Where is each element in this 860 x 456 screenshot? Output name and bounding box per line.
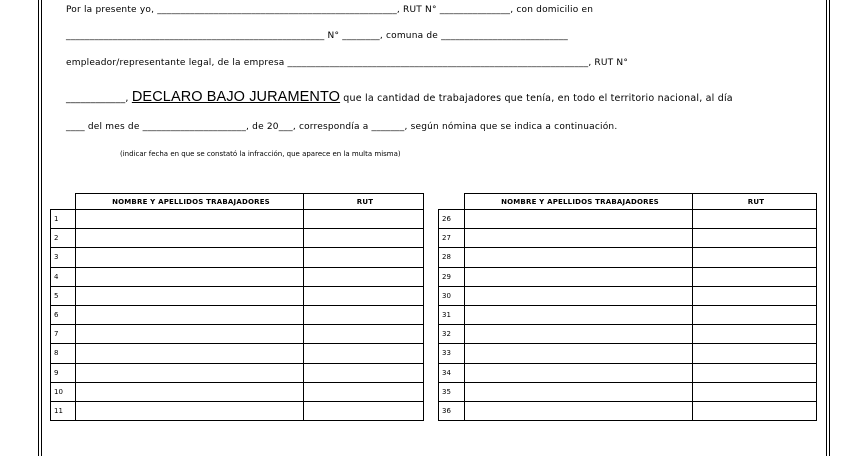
table-row (51, 286, 424, 305)
table-row (51, 210, 424, 229)
worker-name-cell[interactable] (76, 363, 304, 382)
table-header-row (51, 194, 424, 210)
declaration-line-3: empleador/representante legal, de la empresa ________________________________________________________________, RUT N° (66, 58, 629, 68)
date-blank: ____________, (66, 93, 129, 104)
worker-rut-cell[interactable] (693, 305, 817, 324)
worker-name-cell[interactable] (76, 229, 304, 248)
row-number: 35 (439, 382, 465, 401)
row-number: 26 (439, 210, 465, 229)
worker-name-cell[interactable] (76, 248, 304, 267)
worker-rut-cell[interactable] (693, 401, 817, 420)
row-number: 32 (439, 325, 465, 344)
row-number: 10 (51, 382, 76, 401)
table-row (51, 305, 424, 324)
row-number: 36 (439, 401, 465, 420)
worker-rut-cell[interactable] (693, 229, 817, 248)
worker-name-cell[interactable] (76, 305, 304, 324)
workers-table-left (50, 193, 424, 421)
worker-rut-cell[interactable] (304, 382, 424, 401)
worker-name-cell[interactable] (465, 286, 693, 305)
row-number: 2 (51, 229, 76, 248)
table-row (439, 210, 817, 229)
worker-name-cell[interactable] (76, 286, 304, 305)
name-column-header: NOMBRE Y APELLIDOS TRABAJADORES (465, 194, 693, 210)
row-number: 8 (51, 344, 76, 363)
worker-name-cell[interactable] (465, 305, 693, 324)
name-column-header: NOMBRE Y APELLIDOS TRABAJADORES (76, 194, 304, 210)
worker-name-cell[interactable] (76, 382, 304, 401)
rut-column-header: RUT (304, 194, 424, 210)
worker-rut-cell[interactable] (693, 267, 817, 286)
worker-name-cell[interactable] (76, 325, 304, 344)
worker-rut-cell[interactable] (693, 382, 817, 401)
rut-column-header: RUT (693, 194, 817, 210)
table-row (439, 325, 817, 344)
worker-name-cell[interactable] (465, 248, 693, 267)
worker-name-cell[interactable] (465, 325, 693, 344)
table-row (439, 286, 817, 305)
row-number: 27 (439, 229, 465, 248)
worker-rut-cell[interactable] (693, 248, 817, 267)
worker-name-cell[interactable] (465, 210, 693, 229)
worker-name-cell[interactable] (465, 344, 693, 363)
worker-rut-cell[interactable] (693, 363, 817, 382)
worker-rut-cell[interactable] (304, 363, 424, 382)
worker-rut-cell[interactable] (304, 344, 424, 363)
declaration-line-4-text: que la cantidad de trabajadores que tenía, en todo el territorio nacional, al día (343, 93, 733, 104)
table-row (439, 363, 817, 382)
worker-name-cell[interactable] (76, 267, 304, 286)
row-number: 9 (51, 363, 76, 382)
worker-rut-cell[interactable] (693, 325, 817, 344)
worker-rut-cell[interactable] (693, 210, 817, 229)
table-row (51, 325, 424, 344)
table-row (439, 305, 817, 324)
row-number: 33 (439, 344, 465, 363)
table-row (51, 382, 424, 401)
table-header-row (439, 194, 817, 210)
worker-rut-cell[interactable] (693, 344, 817, 363)
worker-rut-cell[interactable] (304, 210, 424, 229)
worker-rut-cell[interactable] (304, 248, 424, 267)
row-number: 4 (51, 267, 76, 286)
worker-rut-cell[interactable] (304, 401, 424, 420)
declaration-line-1: Por la presente yo, ___________________________________________________, RUT N° _______________, con domicilio en (66, 5, 594, 15)
workers-table-right (438, 193, 817, 421)
worker-rut-cell[interactable] (304, 229, 424, 248)
declaration-line-4 (66, 89, 808, 105)
worker-name-cell[interactable] (465, 382, 693, 401)
table-row (439, 248, 817, 267)
worker-name-cell[interactable] (465, 229, 693, 248)
worker-name-cell[interactable] (76, 210, 304, 229)
table-row (51, 401, 424, 420)
row-number: 1 (51, 210, 76, 229)
row-number: 31 (439, 305, 465, 324)
table-row (439, 401, 817, 420)
row-number: 6 (51, 305, 76, 324)
row-number: 3 (51, 248, 76, 267)
worker-rut-cell[interactable] (304, 325, 424, 344)
row-number: 30 (439, 286, 465, 305)
worker-name-cell[interactable] (465, 267, 693, 286)
worker-name-cell[interactable] (465, 401, 693, 420)
table-row (51, 267, 424, 286)
worker-rut-cell[interactable] (304, 286, 424, 305)
table-row (51, 229, 424, 248)
table-row (439, 267, 817, 286)
table-row (51, 248, 424, 267)
table-row (439, 344, 817, 363)
table-row (51, 344, 424, 363)
row-number: 11 (51, 401, 76, 420)
row-number: 29 (439, 267, 465, 286)
worker-rut-cell[interactable] (304, 305, 424, 324)
table-row (439, 382, 817, 401)
oath-heading: DECLARO BAJO JURAMENTO (131, 89, 341, 105)
declaration-line-2: _______________________________________________________ N° ________, comuna de ___________________________ (66, 31, 568, 41)
instruction-note: (indicar fecha en que se constató la infracción, que aparece en la multa misma) (120, 150, 401, 158)
row-number: 5 (51, 286, 76, 305)
number-column-header (51, 194, 76, 210)
table-row (439, 229, 817, 248)
worker-rut-cell[interactable] (304, 267, 424, 286)
row-number: 34 (439, 363, 465, 382)
number-column-header (439, 194, 465, 210)
worker-name-cell[interactable] (76, 344, 304, 363)
worker-name-cell[interactable] (76, 401, 304, 420)
row-number: 7 (51, 325, 76, 344)
table-row (51, 363, 424, 382)
declaration-line-5: ____ del mes de ______________________, de 20___, correspondía a _______, según nómina que se indica a continuación. (66, 122, 618, 132)
worker-rut-cell[interactable] (693, 286, 817, 305)
worker-name-cell[interactable] (465, 363, 693, 382)
row-number: 28 (439, 248, 465, 267)
